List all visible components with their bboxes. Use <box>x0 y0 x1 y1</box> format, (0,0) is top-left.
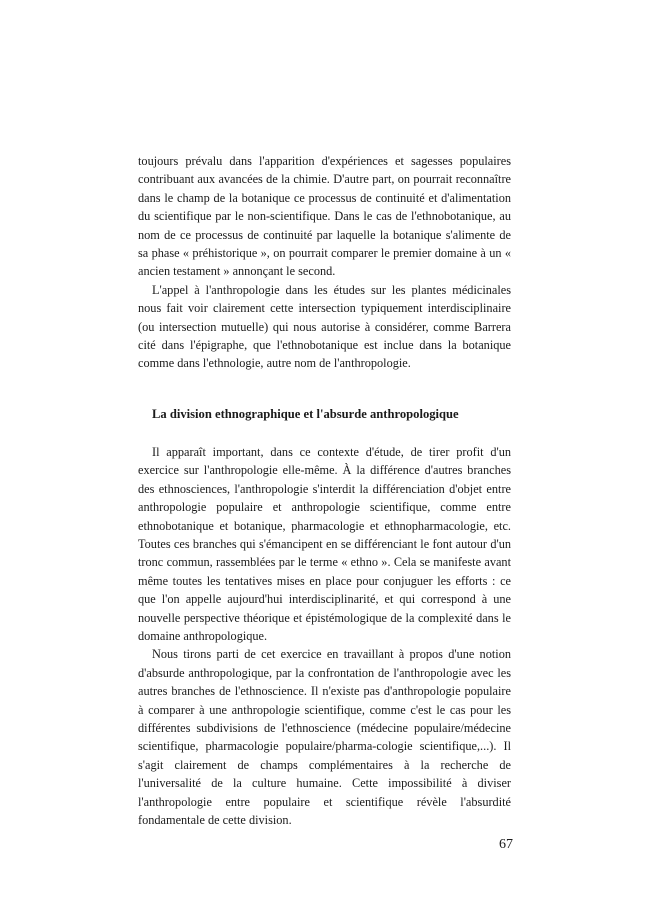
paragraph-anthropological-absurd: Nous tirons parti de cet exercice en travaillant à propos d'une notion d'absurde anthropologique, par la confrontation de l'anthropologie avec les autres branches de l'ethnoscience. Il n'existe pas d'anthropologie populaire à comparer à une anthropologie scientifique, comme c'est le cas pour les différentes subdivisions de l'ethnoscience (médecine populaire/médecine scientifique, pharmacologie populaire/pharma-cologie scientifique,...). Il s'agit clairement de champs complémentaires à la recherche de l'universalité de la culture humaine. Cette impossibilité à diviser l'anthropologie entre populaire et scientifique révèle l'absurdité fondamentale de cette division. <box>138 647 511 827</box>
section-heading: La division ethnographique et l'absurde anthropologique <box>152 406 459 421</box>
paragraph-anthropology-exercise: Il apparaît important, dans ce contexte d'étude, de tirer profit d'un exercice sur l'anthropologie elle-même. À la différence d'autres branches des ethnosciences, l'anthropologie s'interdit la différenciation d'objet entre anthropologie populaire et anthropologie scientifique, comme entre ethnobotanique et botanique, pharmacologie et ethnopharmacologie, etc. Toutes ces branches qui s'émancipent en se différenciant le font autour d'un tronc commun, rassemblées par le terme « ethno ». Cela se manifeste avant même toutes les tentatives mises en place pour conjuguer les efforts : ce que l'on appelle aujourd'hui interdisciplinarité, et qui correspond à une nouvelle perspective théorique et épistémologique de la complexité dans le domaine anthropologique. <box>138 444 511 643</box>
page-body <box>138 152 511 829</box>
page-number: 67 <box>499 837 513 852</box>
paragraph-anthropology-appeal: L'appel à l'anthropologie dans les études sur les plantes médicinales nous fait voir clairement cette intersection typiquement interdisciplinaire (ou intersection mutuelle) qui nous autorise à considérer, comme Barrera cité dans l'épigraphe, que l'ethnobotanique est inclue dans la botanique comme dans l'ethnologie, autre nom de l'anthropologie. <box>138 282 511 371</box>
paragraph-continuation: toujours prévalu dans l'apparition d'expériences et sagesses populaires contribuant aux avancées de la chimie. D'autre part, on pourrait reconnaître dans le champ de la botanique ce processus de continuité et d'alimentation du scientifique par le non-scientifique. Dans le cas de l'ethnobotanique, au nom de ce processus de continuité par laquelle la botanique s'alimente de sa phase « préhistorique », on pourrait comparer le premier domaine à un « ancien testament » annonçant le second. <box>138 154 511 279</box>
